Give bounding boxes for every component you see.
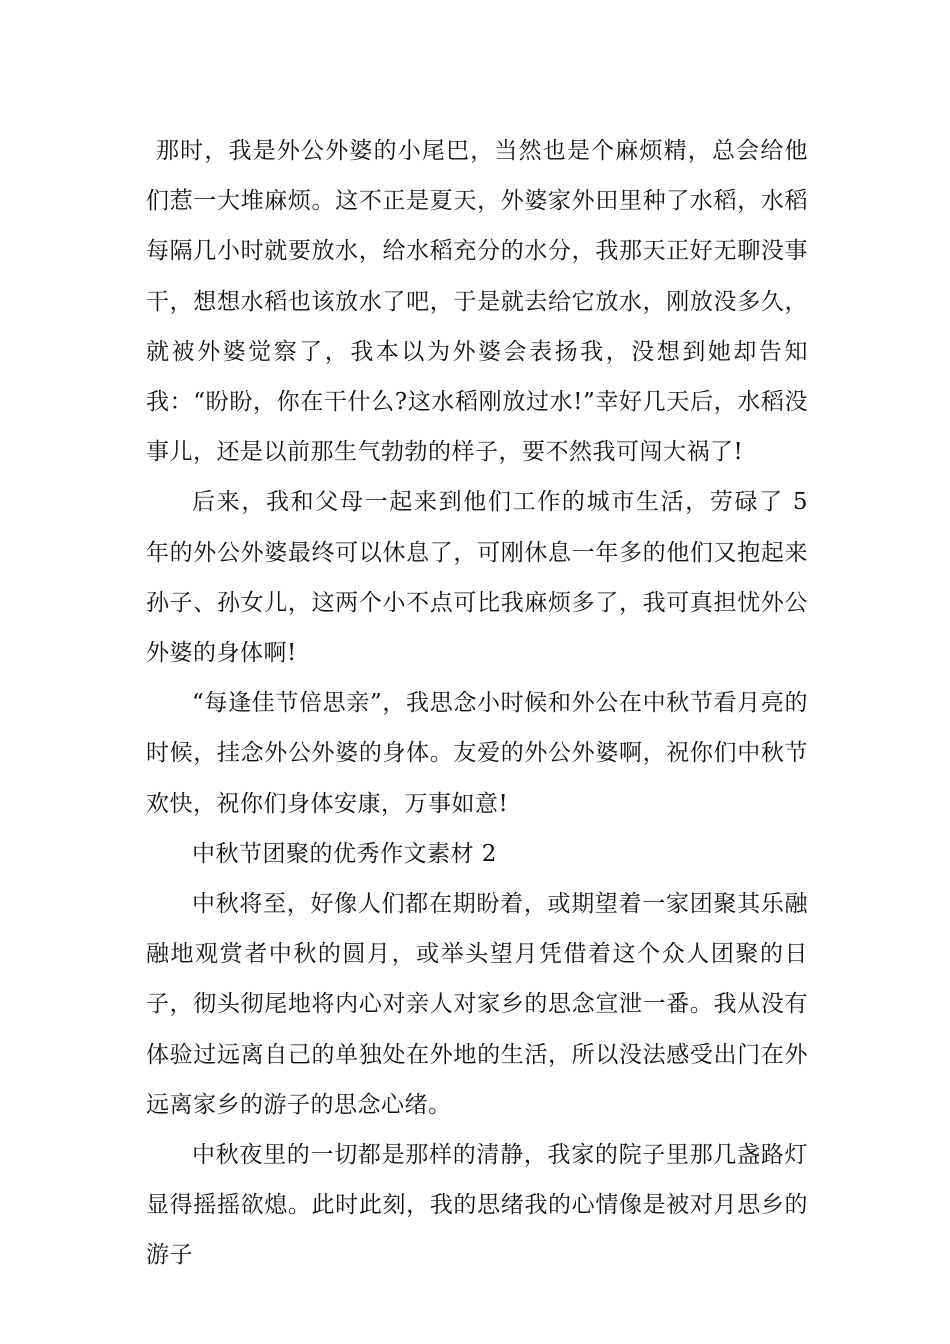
paragraph-2: 后来，我和父母一起来到他们工作的城市生活，劳碌了 5 年的外公外婆最终可以休息了，可刚休息一年多的他们又抱起来孙子、孙女儿，这两个小不点可比我麻烦多了，我可真担忧外公外婆的身体啊! bbox=[146, 489, 808, 667]
section-subtitle: 中秋节团聚的优秀作文素材 2 bbox=[192, 840, 497, 867]
paragraph-1: 那时，我是外公外婆的小尾巴，当然也是个麻烦精，总会给他们惹一大堆麻烦。这不正是夏天，外婆家外田里种了水稻，水稻每隔几小时就要放水，给水稻充分的水分，我那天正好无聊没事干，想想水稻也该放水了吧，于是就去给它放水，刚放没多久，就被外婆觉察了，我本以为外婆会表扬我，没想到她却告知我：“盼盼，你在干什么?这水稻刚放过水!”幸好几天后，水稻没事儿，还是以前那生气勃勃的样子，要不然我可闯大祸了! bbox=[146, 138, 808, 466]
paragraph-5: 中秋夜里的一切都是那样的清静，我家的院子里那几盏路灯显得摇摇欲熄。此时此刻，我的思绪我的心情像是被对月思乡的游子 bbox=[146, 1142, 808, 1269]
paragraph-3: “每逢佳节倍思亲”，我思念小时候和外公在中秋节看月亮的时候，挂念外公外婆的身体。友爱的外公外婆啊，祝你们中秋节欢快，祝你们身体安康，万事如意! bbox=[146, 690, 808, 817]
paragraph-4: 中秋将至，好像人们都在期盼着，或期望着一家团聚其乐融融地观赏者中秋的圆月，或举头望月凭借着这个众人团聚的日子，彻头彻尾地将内心对亲人对家乡的思念宣泄一番。我从没有体验过远离自己的单独处在外地的生活，所以没法感受出门在外远离家乡的游子的思念心绪。 bbox=[146, 891, 808, 1118]
document-body bbox=[146, 126, 808, 1281]
